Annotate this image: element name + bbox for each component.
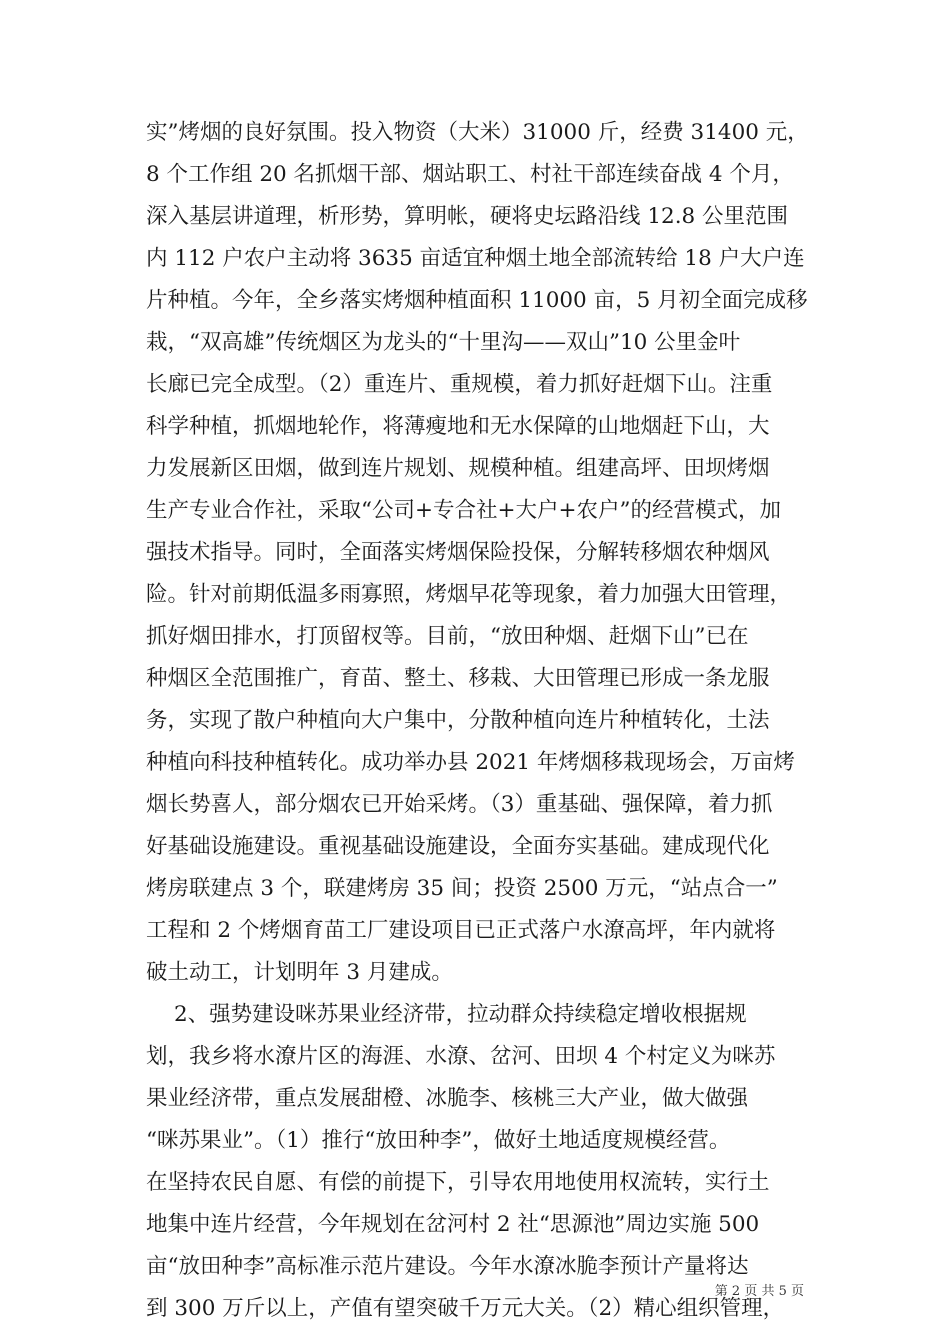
text-line: 力发展新区田烟，做到连片规划、规模种植。组建高坪、田坝烤烟 — [146, 456, 770, 481]
text-line: 好基础设施建设。重视基础设施建设，全面夯实基础。建成现代化 — [146, 834, 770, 859]
document-body — [146, 112, 814, 1330]
text-line: 8 个工作组 20 名抓烟干部、烟站职工、村社干部连续奋战 4 个月， — [146, 162, 794, 187]
text-line: 实”烤烟的良好氛围。投入物资（大米）31000 斤，经费 31400 元， — [146, 120, 809, 145]
text-line: 栽，“双高雄”传统烟区为龙头的“十里沟——双山”10 公里金叶 — [146, 330, 741, 355]
text-line: 工程和 2 个烤烟育苗工厂建设项目已正式落户水潦高坪，年内就将 — [146, 918, 776, 943]
text-line: 深入基层讲道理，析形势，算明帐，硬将史坛路沿线 12.8 公里范围 — [146, 204, 789, 229]
text-line: 烟长势喜人，部分烟农已开始采烤。（3）重基础、强保障，着力抓 — [146, 792, 773, 817]
text-line: 种植向科技种植转化。成功举办县 2021 年烤烟移栽现场会，万亩烤 — [146, 750, 795, 775]
page-number: 第 2 页 共 5 页 — [714, 1284, 804, 1299]
text-line: 种烟区全范围推广，育苗、整土、移栽、大田管理已形成一条龙服 — [146, 666, 770, 691]
text-line: 险。针对前期低温多雨寡照，烤烟早花等现象，着力加强大田管理， — [146, 582, 792, 607]
text-line: 内 112 户农户主动将 3635 亩适宜种烟土地全部流转给 18 户大户连 — [146, 246, 805, 271]
text-line: 务，实现了散户种植向大户集中，分散种植向连片种植转化，土法 — [146, 708, 770, 733]
text-line: 片种植。今年，全乡落实烤烟种植面积 11000 亩，5 月初全面完成移 — [146, 288, 808, 313]
text-line: 划，我乡将水潦片区的海涯、水潦、岔河、田坝 4 个村定义为咪苏 — [146, 1044, 776, 1069]
text-line: “咪苏果业”。（1）推行“放田种李”，做好土地适度规模经营。 — [146, 1128, 731, 1153]
text-line: 到 300 万斤以上，产值有望突破千万元大关。（2）精心组织管理， — [146, 1296, 785, 1321]
text-line: 烤房联建点 3 个，联建烤房 35 间；投资 2500 万元，“站点合一” — [146, 876, 778, 901]
text-line: 在坚持农民自愿、有偿的前提下，引导农用地使用权流转，实行土 — [146, 1170, 770, 1195]
text-line: 亩“放田种李”高标准示范片建设。今年水潦冰脆李预计产量将达 — [146, 1254, 749, 1279]
text-line: 科学种植，抓烟地轮作，将薄瘦地和无水保障的山地烟赶下山，大 — [146, 414, 770, 439]
text-line: 果业经济带，重点发展甜橙、冰脆李、核桃三大产业，做大做强 — [146, 1086, 749, 1111]
text-line: 长廊已完全成型。（2）重连片、重规模，着力抓好赶烟下山。注重 — [146, 372, 773, 397]
text-line: 地集中连片经营，今年规划在岔河村 2 社“思源池”周边实施 500 — [146, 1212, 760, 1237]
text-line: 强技术指导。同时，全面落实烤烟保险投保，分解转移烟农种烟风 — [146, 540, 770, 565]
text-line: 破土动工，计划明年 3 月建成。 — [146, 960, 453, 985]
text-line: 生产专业合作社，采取“公司+专合社+大户+农户”的经营模式，加 — [146, 498, 782, 523]
text-line: 抓好烟田排水，打顶留杈等。目前，“放田种烟、赶烟下山”已在 — [146, 624, 749, 649]
paragraph-start-line: 2、强势建设咪苏果业经济带，拉动群众持续稳定增收根据规 — [174, 1002, 747, 1027]
